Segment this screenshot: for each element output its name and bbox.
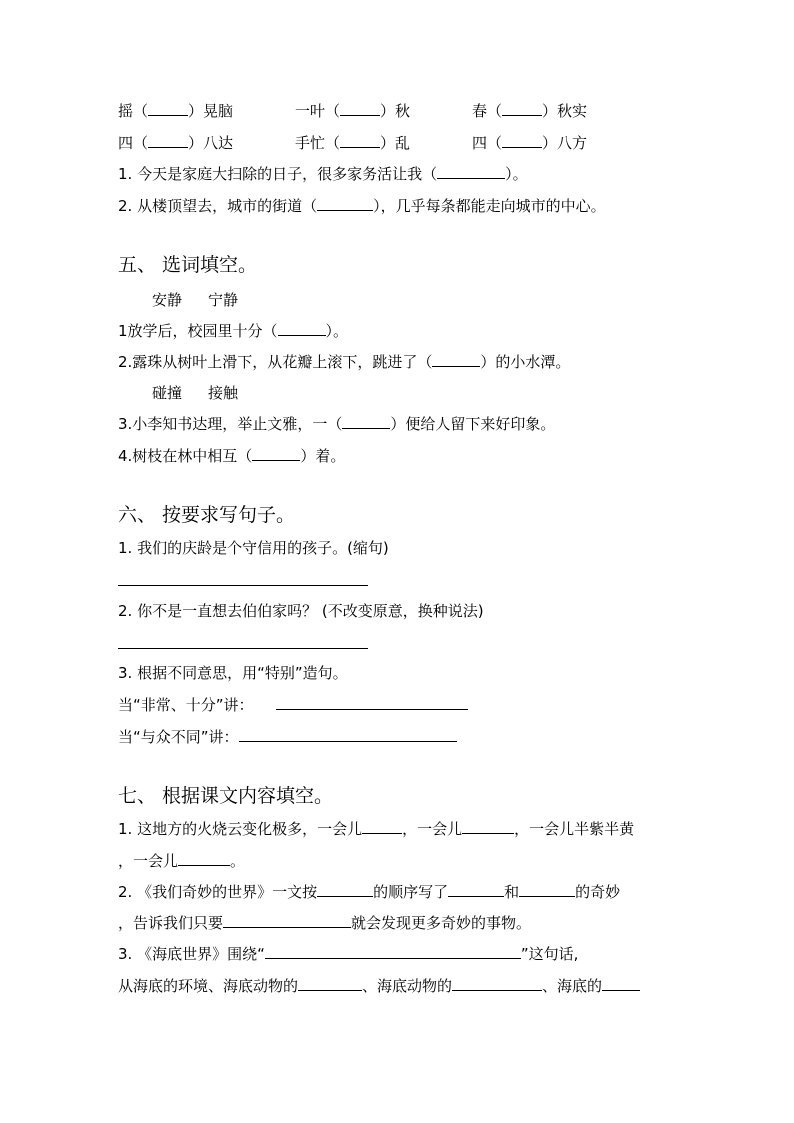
word-choice: 宁静 <box>208 291 239 309</box>
s6-question-3: 3. 根据不同意思，用“特别”造句。 <box>118 664 348 682</box>
s7-question-1 <box>118 819 634 839</box>
answer-blank[interactable] <box>502 101 542 116</box>
sentence-text: ）。 <box>505 165 528 183</box>
question-text: 当“与众不同”讲： <box>118 728 239 746</box>
s7-question-2 <box>118 882 620 902</box>
idiom-5 <box>295 133 410 153</box>
idiom-text: ）晃脑 <box>188 102 234 120</box>
answer-blank[interactable] <box>278 321 326 336</box>
idiom-text: ）秋 <box>380 102 411 120</box>
question-text: ，一会儿半紫半黄 <box>514 820 635 838</box>
question-text: 的顺序写了 <box>373 883 449 901</box>
question-text: 1. 这地方的火烧云变化极多，一会儿 <box>118 820 363 838</box>
answer-blank[interactable] <box>340 133 380 148</box>
s7-question-3-cont <box>118 976 640 996</box>
answer-blank[interactable] <box>452 976 542 991</box>
section-5-title: 五、 选词填空。 <box>118 254 258 276</box>
word-choice: 碰撞 <box>152 384 183 402</box>
question-text: ）着。 <box>300 447 346 465</box>
idiom-sentence-1 <box>118 164 528 184</box>
idiom-text: 一叶（ <box>295 102 341 120</box>
s5-question-1 <box>118 321 348 341</box>
answer-blank[interactable] <box>437 164 505 179</box>
question-text: ，一会儿 <box>118 852 179 870</box>
answer-blank[interactable] <box>342 414 390 429</box>
answer-blank[interactable] <box>148 133 188 148</box>
question-text: 、海底的 <box>542 977 603 995</box>
s7-question-2-cont <box>118 913 531 933</box>
s6-question-3a <box>118 695 468 715</box>
question-text: ”这句话, <box>520 945 579 963</box>
section-6-title: 六、 按要求写句子。 <box>118 504 296 526</box>
sentence-text: 1. 今天是家庭大扫除的日子，很多家务活让我（ <box>118 165 438 183</box>
question-text: 当“非常、十分”讲： <box>118 696 254 714</box>
answer-blank[interactable] <box>252 446 300 461</box>
answer-blank[interactable] <box>148 101 188 116</box>
question-text: 3. 《海底世界》围绕“ <box>118 945 265 963</box>
answer-blank[interactable] <box>265 944 521 959</box>
answer-line[interactable] <box>118 585 368 586</box>
idiom-3 <box>472 101 587 121</box>
sentence-text: 2. 从楼顶望去，城市的街道（ <box>118 197 318 215</box>
question-text: ，一会儿 <box>402 820 463 838</box>
answer-blank[interactable] <box>276 695 468 710</box>
answer-blank[interactable] <box>362 819 402 834</box>
question-text: 从海底的环境、海底动物的 <box>118 977 299 995</box>
idiom-text: ）秋实 <box>542 102 588 120</box>
idiom-4 <box>118 133 233 153</box>
answer-blank[interactable] <box>317 882 373 897</box>
question-text: 。 <box>230 852 246 870</box>
sentence-text: ），几乎每条都能走向城市的中心。 <box>373 197 606 215</box>
idiom-text: 春（ <box>472 102 503 120</box>
question-text: ）便给人留下来好印象。 <box>390 415 556 433</box>
s6-question-1: 1. 我们的庆龄是个守信用的孩子。(缩句) <box>118 539 389 557</box>
idiom-2 <box>295 101 410 121</box>
question-text: 4.树枝在林中相互（ <box>118 447 253 465</box>
question-text: 1放学后，校园里十分（ <box>118 322 278 340</box>
answer-blank[interactable] <box>298 976 362 991</box>
word-choice: 安静 <box>152 291 183 309</box>
idiom-text: 摇（ <box>118 102 149 120</box>
s5-question-2 <box>118 352 570 372</box>
answer-blank[interactable] <box>602 976 640 991</box>
idiom-sentence-2 <box>118 196 606 216</box>
question-text: 的奇妙 <box>575 883 621 901</box>
idiom-text: 手忙（ <box>295 134 341 152</box>
question-text: 2.露珠从树叶上滑下，从花瓣上滚下，跳进了（ <box>118 353 433 371</box>
s7-question-3 <box>118 944 578 964</box>
s6-question-2: 2. 你不是一直想去伯伯家吗？ (不改变原意，换种说法) <box>118 602 484 620</box>
question-text: 、海底动物的 <box>362 977 453 995</box>
question-text: 2. 《我们奇妙的世界》一文按 <box>118 883 318 901</box>
answer-blank[interactable] <box>223 913 351 928</box>
s7-question-1-cont <box>118 851 245 871</box>
answer-blank[interactable] <box>462 819 514 834</box>
word-choices-1 <box>152 290 238 310</box>
idiom-6 <box>472 133 587 153</box>
idiom-1 <box>118 101 233 121</box>
word-choice: 接触 <box>208 384 239 402</box>
question-text: 和 <box>504 883 520 901</box>
s5-question-3 <box>118 414 555 434</box>
s5-question-4 <box>118 446 345 466</box>
idiom-text: ）八达 <box>188 134 234 152</box>
answer-blank[interactable] <box>317 196 373 211</box>
question-text: 就会发现更多奇妙的事物。 <box>351 914 532 932</box>
answer-blank[interactable] <box>432 352 480 367</box>
idiom-text: 四（ <box>118 134 149 152</box>
answer-blank[interactable] <box>519 882 575 897</box>
answer-blank[interactable] <box>502 133 542 148</box>
idiom-text: ）乱 <box>380 134 411 152</box>
answer-blank[interactable] <box>178 851 230 866</box>
answer-blank[interactable] <box>340 101 380 116</box>
question-text: 3.小李知书达理，举止文雅，一（ <box>118 415 343 433</box>
answer-blank[interactable] <box>239 727 457 742</box>
s6-question-3b <box>118 727 457 747</box>
idiom-text: 四（ <box>472 134 503 152</box>
question-text: ）。 <box>325 322 349 340</box>
question-text: ）的小水潭。 <box>480 353 571 371</box>
answer-blank[interactable] <box>448 882 504 897</box>
section-7-title: 七、 根据课文内容填空。 <box>118 785 334 807</box>
word-choices-2 <box>152 383 238 403</box>
answer-line[interactable] <box>118 648 368 649</box>
idiom-text: ）八方 <box>542 134 588 152</box>
question-text: ，告诉我们只要 <box>118 914 224 932</box>
